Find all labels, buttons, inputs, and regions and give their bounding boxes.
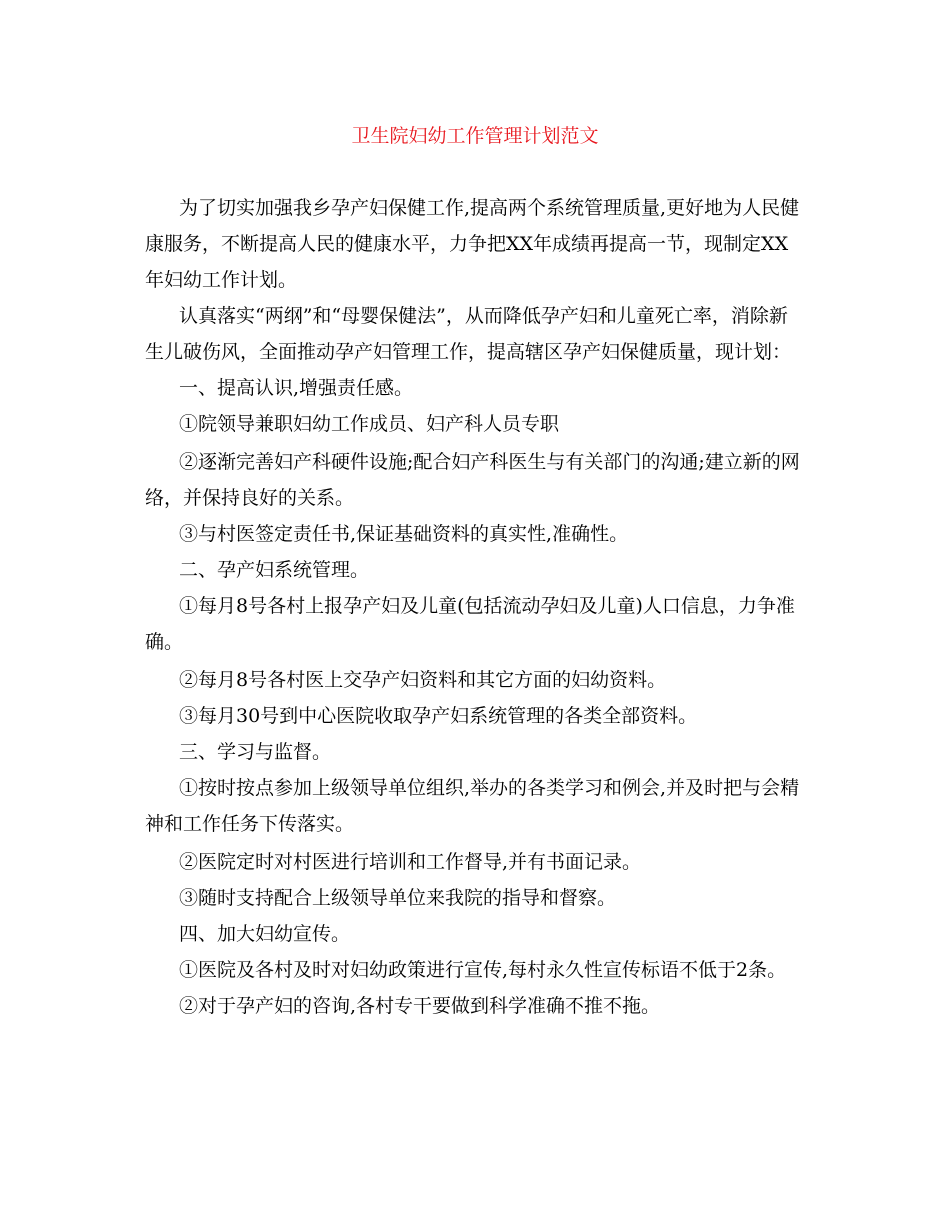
list-item: ②逐渐完善妇产科硬件设施;配合妇产科医生与有关部门的沟通;建立新的网络，并保持良好的关系。 — [145, 451, 800, 509]
list-item: ③随时支持配合上级领导单位来我院的指导和督察。 — [179, 887, 617, 909]
paragraph-plan: 认真落实“两纲”和“母婴保健法”，从而降低孕产妇和儿童死亡率，消除新生儿破伤风，全面推动孕产妇管理工作，提高辖区孕产妇保健质量，现计划： — [145, 305, 792, 363]
section-heading-2: 二、孕产妇系统管理。 — [179, 559, 370, 581]
section-heading-1: 一、提高认识,增强责任感。 — [179, 377, 414, 399]
paragraph-intro: 为了切实加强我乡孕产妇保健工作,提高两个系统管理质量,更好地为人民健康服务，不断提高人民的健康水平，力争把XX年成绩再提高一节，现制定XX年妇幼工作计划。 — [145, 197, 800, 291]
list-item: ②对于孕产妇的咨询,各村专干要做到科学准确不推不拖。 — [179, 995, 661, 1017]
section-heading-3: 三、学习与监督。 — [179, 741, 332, 763]
list-item: ①医院及各村及时对妇幼政策进行宣传,每村永久性宣传标语不低于2条。 — [179, 959, 787, 981]
document-title: 卫生院妇幼工作管理计划范文 — [351, 125, 599, 147]
list-item: ③每月30号到中心医院收取孕产妇系统管理的各类全部资料。 — [179, 705, 698, 727]
list-item: ①院领导兼职妇幼工作成员、妇产科人员专职 — [179, 413, 560, 435]
list-item: ①每月8号各村上报孕产妇及儿童(包括流动孕妇及儿童)人口信息，力争准确。 — [145, 595, 795, 653]
list-item: ①按时按点参加上级领导单位组织,举办的各类学习和例会,并及时把与会精神和工作任务下传落实。 — [145, 777, 800, 835]
list-item: ③与村医签定责任书,保证基础资料的真实性,准确性。 — [179, 523, 629, 545]
list-item: ②医院定时对村医进行培训和工作督导,并有书面记录。 — [179, 851, 642, 873]
section-heading-4: 四、加大妇幼宣传。 — [179, 923, 351, 945]
list-item: ②每月8号各村医上交孕产妇资料和其它方面的妇幼资料。 — [179, 669, 667, 691]
